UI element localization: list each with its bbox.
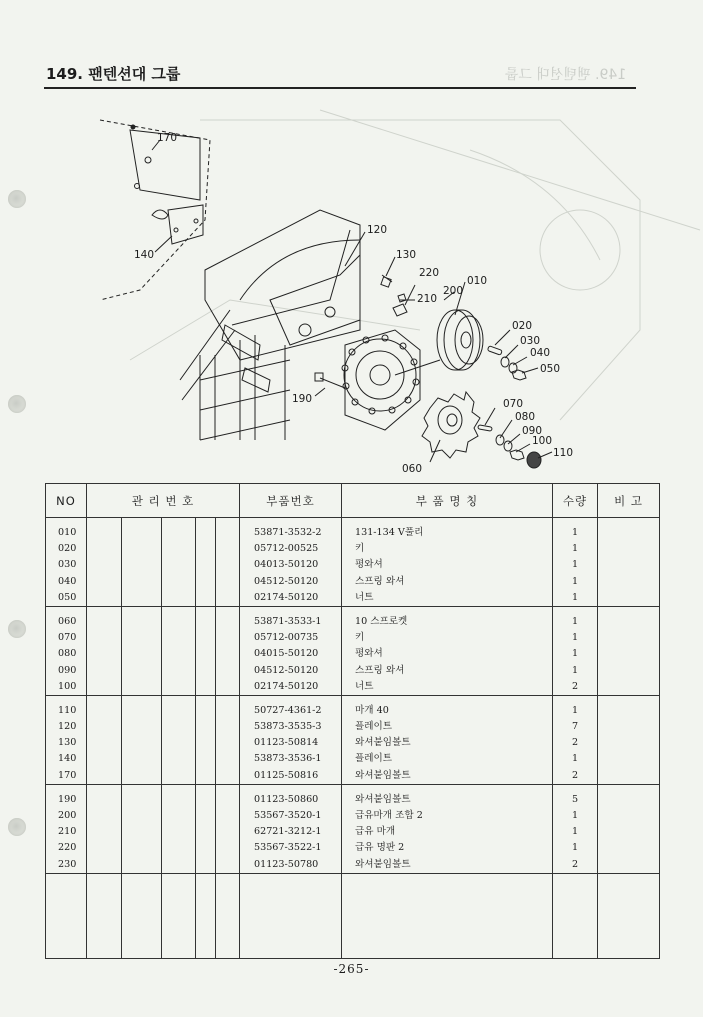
punch-hole <box>8 620 26 638</box>
table-row-group <box>46 695 660 784</box>
page-title: 149. 팬텐션대 그룹 <box>46 65 181 83</box>
quantity-cell <box>553 873 598 958</box>
svg-text:210: 210 <box>417 293 438 305</box>
quantity-cell: 1 1 1 1 1 <box>553 518 598 607</box>
parts-table <box>45 483 660 959</box>
header-no: NO <box>46 484 87 518</box>
part-name-cell: 마개 40 플레이트 와셔붙임볼트 플레이트 와셔붙임볼트 <box>342 695 553 784</box>
management-number-cell <box>87 695 240 784</box>
header-part-name: 부 품 명 칭 <box>342 484 553 518</box>
table-row-empty <box>46 873 660 958</box>
title-rule <box>44 87 636 89</box>
part-number-cell <box>240 873 342 958</box>
svg-text:070: 070 <box>503 398 524 410</box>
svg-text:020: 020 <box>512 320 533 332</box>
svg-text:170: 170 <box>157 132 178 144</box>
part-number-cell: 01123-50860 53567-3520-1 62721-3212-1 53567-3522-1 01123-50780 <box>240 784 342 873</box>
svg-text:130: 130 <box>396 249 417 261</box>
svg-text:220: 220 <box>419 267 440 279</box>
svg-text:040: 040 <box>530 347 551 359</box>
part-name-cell: 와셔붙임볼트 급유마개 조합 2 급유 마개 급유 명판 2 와셔붙임볼트 <box>342 784 553 873</box>
no-cell: 110 120 130 140 170 <box>46 695 87 784</box>
svg-text:190: 190 <box>292 393 313 405</box>
no-cell: 190 200 210 220 230 <box>46 784 87 873</box>
part-name-cell: 10 스프로켓 키 평와셔 스프링 와셔 너트 <box>342 606 553 695</box>
bleed-through-title: 149. 팬텐션대 그룹 <box>505 67 627 83</box>
management-number-cell <box>87 518 240 607</box>
header-management-number: 관 리 번 호 <box>87 484 240 518</box>
remarks-cell <box>598 606 660 695</box>
no-cell <box>46 873 87 958</box>
svg-text:140: 140 <box>134 249 155 261</box>
no-cell: 060 070 080 090 100 <box>46 606 87 695</box>
quantity-cell: 5 1 1 1 2 <box>553 784 598 873</box>
svg-text:050: 050 <box>540 363 561 375</box>
svg-text:200: 200 <box>443 285 464 297</box>
quantity-cell: 1 1 1 1 2 <box>553 606 598 695</box>
svg-text:010: 010 <box>467 275 488 287</box>
header-part-number: 부품번호 <box>240 484 342 518</box>
page-number: -265- <box>333 962 370 976</box>
table-row-group <box>46 518 660 607</box>
remarks-cell <box>598 695 660 784</box>
part-name-cell: 131-134 V풀리 키 평와셔 스프링 와셔 너트 <box>342 518 553 607</box>
part-name-cell <box>342 873 553 958</box>
svg-text:110: 110 <box>553 447 574 459</box>
exploded-parts-diagram <box>0 95 703 480</box>
svg-text:080: 080 <box>515 411 536 423</box>
svg-text:060: 060 <box>402 463 423 475</box>
remarks-cell <box>598 784 660 873</box>
header-remarks: 비 고 <box>598 484 660 518</box>
table-header-row <box>46 484 660 518</box>
svg-text:090: 090 <box>522 425 543 437</box>
management-number-cell <box>87 784 240 873</box>
part-number-cell: 53871-3533-1 05712-00735 04015-50120 04512-50120 02174-50120 <box>240 606 342 695</box>
remarks-cell <box>598 873 660 958</box>
svg-text:030: 030 <box>520 335 541 347</box>
no-cell: 010 020 030 040 050 <box>46 518 87 607</box>
punch-hole <box>8 818 26 836</box>
svg-text:120: 120 <box>367 224 388 236</box>
svg-text:100: 100 <box>532 435 553 447</box>
quantity-cell: 1 7 2 1 2 <box>553 695 598 784</box>
part-number-cell: 50727-4361-2 53873-3535-3 01123-50814 53873-3536-1 01125-50816 <box>240 695 342 784</box>
header-quantity: 수량 <box>553 484 598 518</box>
remarks-cell <box>598 518 660 607</box>
management-number-cell <box>87 873 240 958</box>
table-row-group <box>46 606 660 695</box>
table-row-group <box>46 784 660 873</box>
part-number-cell: 53871-3532-2 05712-00525 04013-50120 04512-50120 02174-50120 <box>240 518 342 607</box>
management-number-cell <box>87 606 240 695</box>
